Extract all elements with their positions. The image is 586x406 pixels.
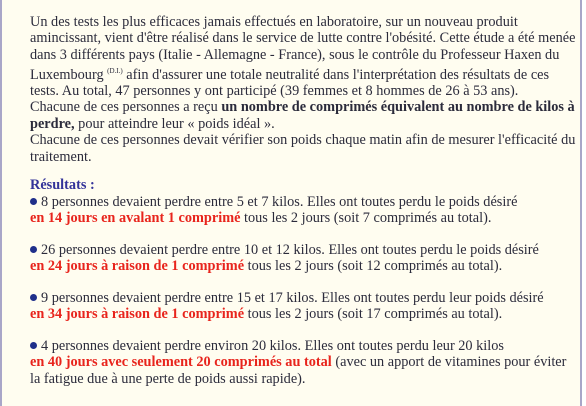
intro-superscript: (D.I.) (107, 66, 123, 75)
document-body (30, 14, 578, 387)
result-item (30, 338, 578, 388)
result-highlight: en 14 jours en avalant 1 comprimé (30, 210, 241, 227)
result-text: 8 personnes devaient perdre entre 5 et 7 kilos. Elles ont toutes perdu le poids désiré (41, 193, 518, 210)
intro-text-a: Un des tests les plus efficaces jamais effectués en laboratoire, sur un nouveau produit amincissant, vient d'être réalisé dans le service de lutte contre l'obésité. Cette étude a été menée dans 3 différents pays (Italie - Allemagne - France), sous le contrôle du Professeur Haxen du Luxembourg (30, 14, 576, 83)
result-text: 9 personnes devaient perdre entre 15 et 17 kilos. Elles ont toutes perdu leur poids désiré (41, 289, 544, 306)
results-list (30, 194, 578, 388)
dosage-text-before: Chacune de ces personnes a reçu (30, 99, 222, 116)
result-item (30, 290, 578, 323)
result-item (30, 242, 578, 275)
result-text: 26 personnes devaient perdre entre 10 et 12 kilos. Elles ont toutes perdu le poids désiré (41, 241, 539, 258)
result-rest: tous les 2 jours (soit 7 comprimés au total). (240, 210, 492, 227)
dosage-text-after: pour atteindre leur « poids idéal ». (74, 115, 275, 132)
bullet-icon (30, 198, 37, 205)
result-rest: tous les 2 jours (soit 12 comprimés au total). (244, 258, 503, 275)
dosage-paragraph (30, 99, 578, 132)
bullet-icon (30, 342, 37, 349)
result-highlight: en 34 jours à raison de 1 comprimé (30, 306, 245, 323)
result-highlight: en 24 jours à raison de 1 comprimé (30, 258, 245, 275)
results-title: Résultats : (30, 177, 95, 194)
intro-paragraph (30, 14, 578, 99)
dosage-text-bold: un nombre de comprimés équivalent au nombre de kilos à perdre, (30, 99, 575, 132)
monitoring-paragraph: Chacune de ces personnes devait vérifier son poids chaque matin afin de mesurer l'efficacité du traitement. (30, 132, 576, 165)
bullet-icon (30, 246, 37, 253)
intro-text-b: afin d'assurer une totale neutralité dans l'interprétation des résultats de ces tests. Au total, 47 personnes y ont participé (39 femmes et 8 hommes de 26 à 53 ans). (30, 66, 550, 100)
result-text: 4 personnes devaient perdre environ 20 kilos. Elles ont toutes perdu leur 20 kilos (41, 337, 504, 354)
result-rest: tous les 2 jours (soit 17 comprimés au total). (244, 306, 503, 323)
result-item (30, 194, 578, 227)
bullet-icon (30, 294, 37, 301)
result-rest: (avec un apport de vitamines pour éviter la fatigue due à une perte de poids aussi rapide). (30, 354, 567, 387)
result-highlight: en 40 jours avec seulement 20 comprimés au total (30, 354, 332, 371)
